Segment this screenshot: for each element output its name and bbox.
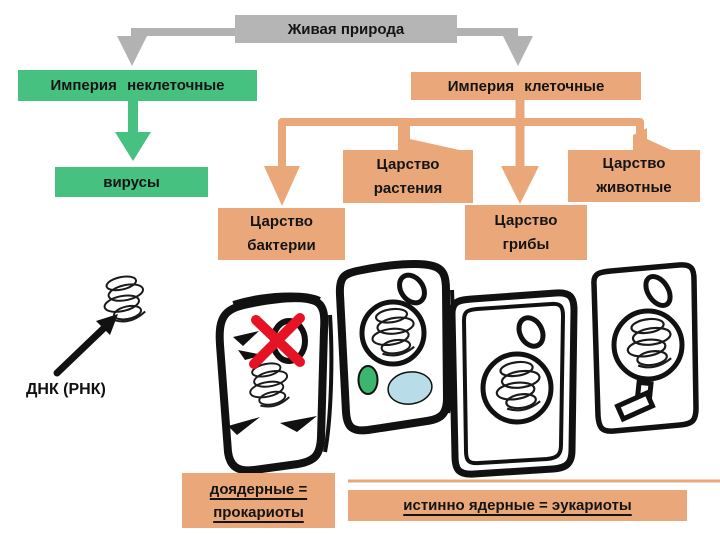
dna-coil: [99, 273, 149, 325]
dna-arrow: [57, 314, 118, 373]
kingdom-fungi-line2: грибы: [502, 235, 550, 253]
kingdom-animals-line2: животные: [596, 179, 672, 196]
prokaryotes-line1: доядерные =: [209, 480, 308, 498]
kingdom-bacteria-line2: бактерии: [247, 237, 316, 254]
kingdom-animals-box: [568, 150, 700, 202]
kingdom-bacteria-line1: Царство: [250, 213, 313, 230]
empire-cellular-box: [411, 72, 641, 100]
gray-connector-left: [117, 32, 237, 66]
kingdom-plants-line2: растения: [373, 179, 443, 197]
plant-cell-drawing: [340, 264, 453, 430]
fungus-cell-drawing: [452, 293, 574, 474]
prokaryote-cell-drawing: [220, 294, 332, 470]
animal-cell-drawing: [594, 265, 696, 431]
kingdom-plants-line1: Царство: [376, 155, 440, 173]
kingdom-bacteria-box: [218, 208, 345, 260]
kingdom-fungi-line1: Царство: [494, 211, 558, 229]
kingdom-plants-box: [343, 150, 473, 203]
eukaryotes-label-box: [348, 490, 687, 521]
title-box: [235, 15, 457, 43]
kingdom-fungi-box: [465, 205, 587, 260]
prokaryotes-line2: прокариоты: [213, 503, 304, 521]
prokaryotes-label-box: [182, 473, 335, 528]
dna-label: ДНК (РНК): [26, 381, 106, 398]
chloroplast-icon: [359, 366, 378, 394]
eukaryotes-label: истинно ядерные = эукариоты: [403, 497, 632, 514]
title-label: Живая природа: [287, 20, 405, 38]
kingdom-animals-line1: Царство: [602, 155, 666, 172]
empire-cellular-label: Империя клеточные: [447, 77, 605, 95]
viruses-arrow: [115, 100, 151, 161]
plants-callout-wedge: [398, 123, 464, 151]
empire-noncellular-label: Империя неклеточные: [50, 77, 225, 94]
viruses-label: вирусы: [103, 173, 160, 191]
gray-connector-right: [455, 32, 533, 66]
viruses-box: [55, 167, 208, 197]
empire-noncellular-box: [18, 70, 257, 101]
